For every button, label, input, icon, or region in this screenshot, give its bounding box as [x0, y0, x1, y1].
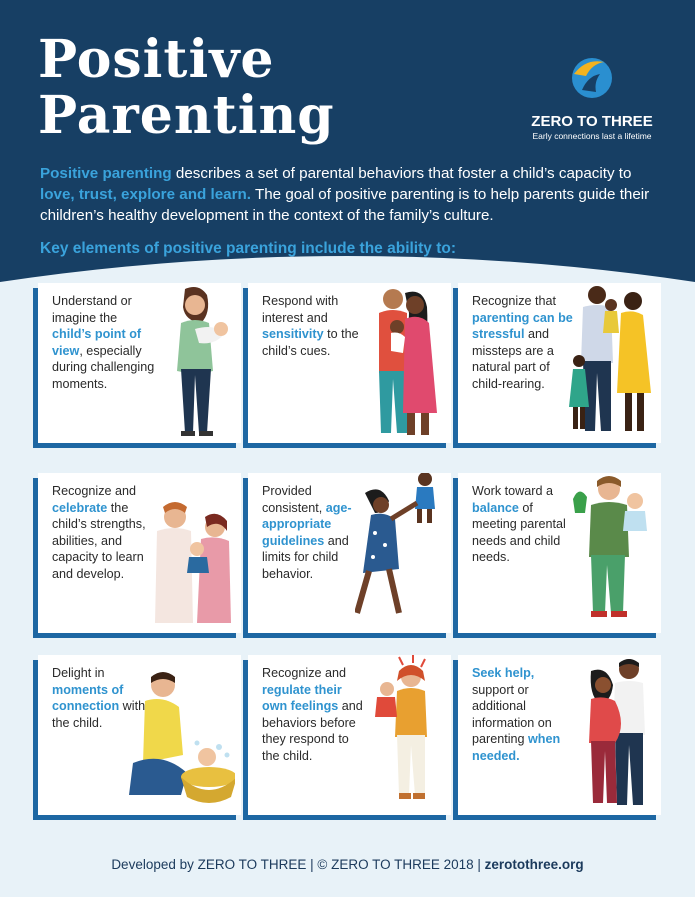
- card-text: Respond with interest and sensitivity to the child’s cues.: [262, 294, 359, 358]
- card-celebrate: [38, 473, 241, 633]
- page-title: [38, 29, 335, 146]
- intro-text-1: describes a set of parental behaviors that foster a child’s capacity to: [171, 165, 632, 182]
- father-bathing-baby-icon: [123, 655, 235, 815]
- card-text: Recognize and celebrate the child’s strengths, abilities, and capacity to learn and develop.: [52, 484, 146, 581]
- title-line-1: Positive: [38, 29, 275, 90]
- parents-embracing-baby-icon: [363, 283, 445, 443]
- card-regulate: [248, 655, 451, 815]
- card-text: Seek help, support or additional information on parenting when needed.: [472, 666, 561, 763]
- key-elements-heading: Key elements of positive parenting include the ability to:: [40, 240, 456, 257]
- card-text: Provided consistent, age-appropriate guidelines and limits for child behavior.: [262, 484, 352, 581]
- title-line-2: Parenting: [38, 85, 335, 146]
- parent-holding-baby-icon: [155, 283, 235, 443]
- logo-name: ZERO TO THREE: [531, 113, 653, 130]
- intro-paragraph: [40, 163, 660, 226]
- card-guidelines: [248, 473, 451, 633]
- intro-highlight: love, trust, explore and learn.: [40, 186, 252, 203]
- card-text: Delight in moments of connection with the child.: [52, 666, 146, 730]
- expecting-couple-icon: [577, 655, 655, 815]
- footer-text: Developed by ZERO TO THREE | © ZERO TO THREE 2018 |: [111, 857, 485, 872]
- stressed-mother-with-child-icon: [363, 655, 445, 815]
- card-text: Understand or imagine the child’s point of view, especially during challenging moments.: [52, 294, 155, 391]
- mother-tossing-child-icon: [355, 473, 445, 633]
- logo-mark-icon: [566, 52, 618, 104]
- card-sensitivity: [248, 283, 451, 443]
- card-balance: [458, 473, 661, 633]
- card-connection: [38, 655, 241, 815]
- father-with-baby-and-toy-icon: [569, 473, 655, 633]
- parents-lifting-baby-icon: [139, 473, 235, 633]
- card-text: Recognize that parenting can be stressful and missteps are a natural part of child-rearing.: [472, 294, 573, 391]
- intro-text-2: The goal of positive parenting is to help parents guide their children’s healthy development in the context of the family’s culture.: [40, 186, 650, 224]
- footer: [0, 857, 695, 872]
- footer-url[interactable]: zerotothree.org: [484, 857, 584, 872]
- zero-to-three-logo: [522, 52, 662, 141]
- card-text: Work toward a balance of meeting parental needs and child needs.: [472, 484, 566, 565]
- card-text: Recognize and regulate their own feelings and behaviors before they respond to the child.: [262, 666, 363, 763]
- intro-term: Positive parenting: [40, 165, 172, 182]
- card-point-of-view: [38, 283, 241, 443]
- card-stressful: [458, 283, 661, 443]
- card-seek-help: [458, 655, 661, 815]
- family-of-four-icon: [567, 283, 655, 443]
- logo-tagline: Early connections last a lifetime: [532, 131, 652, 141]
